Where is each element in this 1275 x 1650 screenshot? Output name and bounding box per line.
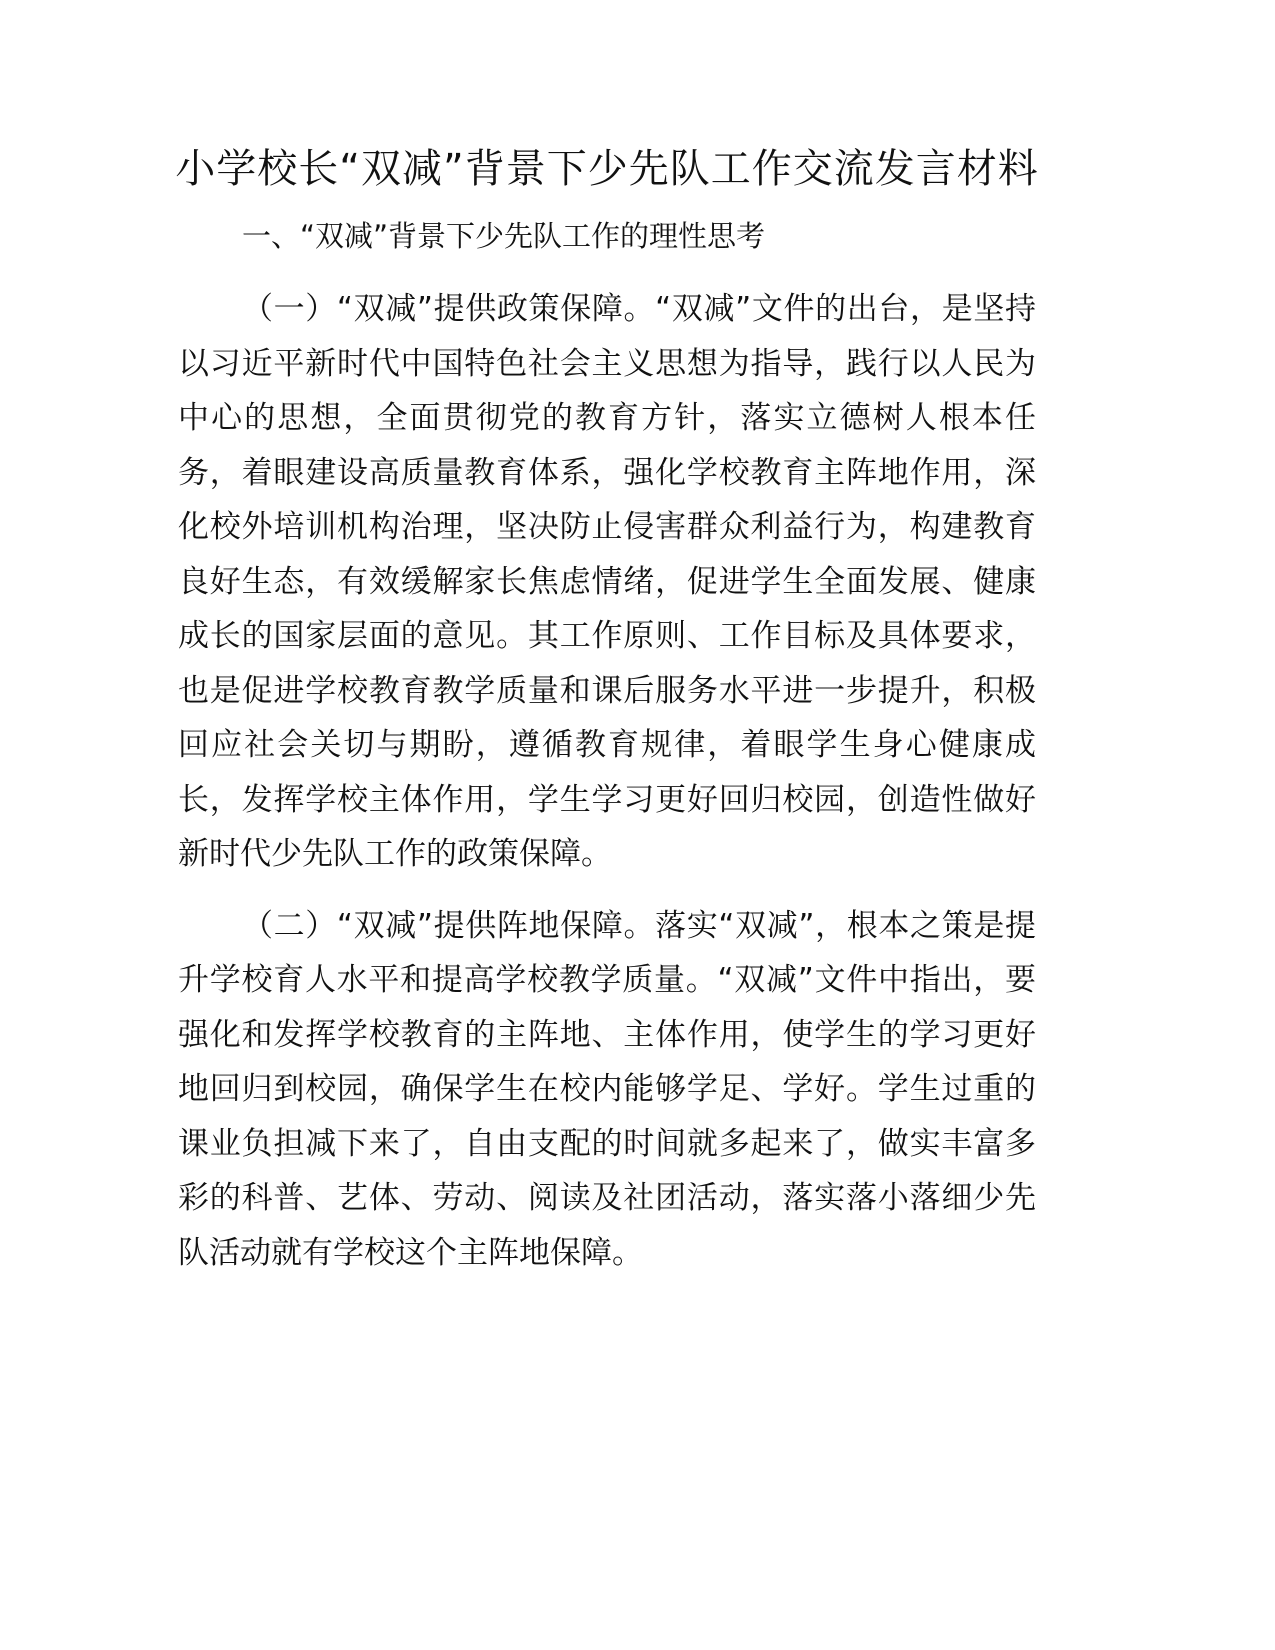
- paragraph-policy-guarantee: （一）“双减”提供政策保障。“双减”文件的出台，是坚持以习近平新时代中国特色社会主义思想为指导，践行以人民为中心的思想，全面贯彻党的教育方针，落实立德树人根本任务，着眼建设高质量教育体系，强化学校教育主阵地作用，深化校外培训机构治理，坚决防止侵害群众利益行为，构建教育良好生态，有效缓解家长焦虑情绪，促进学生全面发展、健康成长的国家层面的意见。其工作原则、工作目标及具体要求，也是促进学校教育教学质量和课后服务水平进一步提升，积极回应社会关切与期盼，遵循教育规律，着眼学生身心健康成长，发挥学校主体作用，学生学习更好回归校园，创造性做好新时代少先队工作的政策保障。: [178, 291, 1036, 872]
- section-heading: 一、“双减”背景下少先队工作的理性思考: [242, 219, 766, 253]
- document-page: [175, 140, 1039, 1280]
- document-title: 小学校长“双减”背景下少先队工作交流发言材料: [175, 146, 1039, 192]
- paragraph-position-guarantee: （二）“双减”提供阵地保障。落实“双减”，根本之策是提升学校育人水平和提高学校教学质量。“双减”文件中指出，要强化和发挥学校教育的主阵地、主体作用，使学生的学习更好地回归到校园，确保学生在校内能够学足、学好。学生过重的课业负担减下来了，自由支配的时间就多起来了，做实丰富多彩的科普、艺体、劳动、阅读及社团活动，落实落小落细少先队活动就有学校这个主阵地保障。: [178, 907, 1036, 1271]
